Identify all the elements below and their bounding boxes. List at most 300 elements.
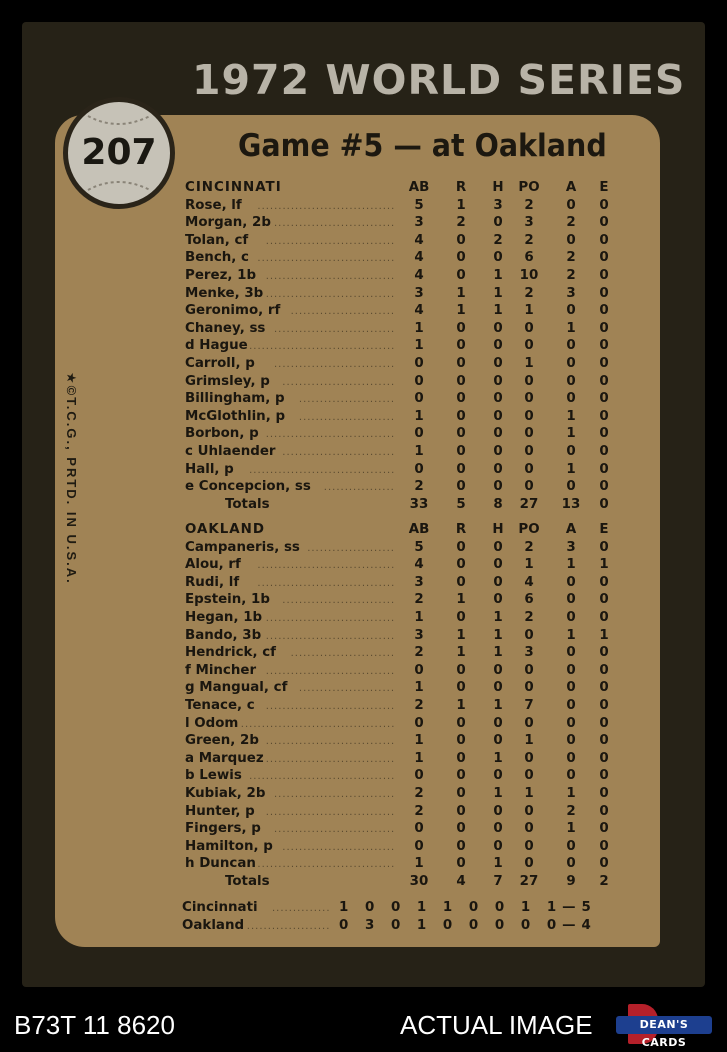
- cincinnati-player-row: [185, 215, 615, 233]
- stat-r: 0: [456, 574, 466, 590]
- stat-r: 0: [456, 733, 466, 749]
- copyright-text: ★©T.C.G., PRTD. IN U.S.A.: [64, 372, 79, 585]
- cincinnati-player-row: [185, 409, 615, 427]
- stat-e: 0: [599, 426, 609, 442]
- stat-a: 1: [566, 821, 576, 837]
- stat-a: 2: [566, 250, 576, 266]
- stat-a: 1: [566, 408, 576, 424]
- cincinnati-player-row: [185, 444, 615, 462]
- stat-ab: 2: [414, 479, 424, 495]
- oakland-player-row: [185, 680, 615, 698]
- player-name: h Duncan: [185, 856, 256, 872]
- leader-dots: ...............................: [265, 700, 396, 712]
- stat-h: 0: [493, 426, 503, 442]
- stat-po: 0: [524, 391, 534, 407]
- stat-ab: 3: [414, 574, 424, 590]
- stat-e: 0: [599, 250, 609, 266]
- stat-r: 1: [456, 645, 466, 661]
- stat-po: 0: [524, 680, 534, 696]
- stat-e: 0: [599, 697, 609, 713]
- leader-dots: ...................................: [249, 771, 396, 783]
- cincinnati-player-row: [185, 286, 615, 304]
- oakland-player-row: [185, 716, 615, 734]
- leader-dots: .................................: [257, 577, 396, 589]
- stat-a: 0: [566, 232, 576, 248]
- stat-a: 0: [566, 197, 576, 213]
- player-name: Hunter, p: [185, 803, 255, 819]
- stat-r: 0: [456, 338, 466, 354]
- leader-dots: .............................: [274, 358, 396, 370]
- linescore-row: [182, 918, 612, 936]
- cincinnati-player-row: [185, 374, 615, 392]
- stat-ab: 4: [414, 303, 424, 319]
- cincinnati-player-row: [185, 356, 615, 374]
- stat-h: 0: [493, 821, 503, 837]
- stat-e: 0: [599, 303, 609, 319]
- stat-a: 0: [566, 697, 576, 713]
- stat-ab: 1: [414, 856, 424, 872]
- oakland-player-row: [185, 856, 615, 874]
- linescore-innings: 0 3 0 1 0 0 0 0 0—4: [339, 918, 597, 933]
- stat-po: 0: [524, 627, 534, 643]
- leader-dots: ...................................: [249, 341, 396, 353]
- stat-r: 0: [456, 680, 466, 696]
- leader-dots: ...............................: [265, 235, 396, 247]
- stat-a: 0: [566, 733, 576, 749]
- stat-h: 0: [493, 715, 503, 731]
- cincinnati-team-header: CINCINNATI: [185, 180, 282, 195]
- oakland-player-row: [185, 610, 615, 628]
- stat-a: 2: [566, 803, 576, 819]
- stat-r: 1: [456, 197, 466, 213]
- player-name: l Odom: [185, 715, 239, 731]
- player-name: Epstein, 1b: [185, 592, 270, 608]
- stat-h: 7: [493, 873, 503, 889]
- oakland-player-row: [185, 786, 615, 804]
- cincinnati-box-score: [185, 180, 615, 514]
- stat-a: 0: [566, 662, 576, 678]
- stat-po: 3: [524, 645, 534, 661]
- player-name: Alou, rf: [185, 557, 241, 573]
- leader-dots: .......................: [298, 683, 396, 695]
- linescore-innings: 1 0 0 1 1 0 0 1 1—5: [339, 900, 597, 915]
- stat-ab: 1: [414, 408, 424, 424]
- leader-dots: ..............: [272, 903, 331, 914]
- baseball-icon: [63, 97, 175, 209]
- stat-h: 0: [493, 592, 503, 608]
- stat-r: 2: [456, 215, 466, 231]
- leader-dots: .........................: [290, 648, 396, 660]
- player-name: Chaney, ss: [185, 320, 266, 336]
- stat-r: 0: [456, 715, 466, 731]
- player-name: Hendrick, cf: [185, 645, 276, 661]
- stat-po: 2: [524, 539, 534, 555]
- cincinnati-player-row: [185, 321, 615, 339]
- stat-ab: 3: [414, 285, 424, 301]
- stat-ab: 0: [414, 821, 424, 837]
- player-name: e Concepcion, ss: [185, 479, 311, 495]
- stat-po: 27: [519, 873, 539, 889]
- stat-ab: 5: [414, 539, 424, 555]
- stat-h: H: [492, 180, 504, 195]
- player-name: Carroll, p: [185, 355, 255, 371]
- stat-ab: AB: [408, 522, 430, 537]
- stat-r: 0: [456, 662, 466, 678]
- cincinnati-player-row: [185, 479, 615, 497]
- player-name: Tolan, cf: [185, 232, 249, 248]
- leader-dots: ...............................: [265, 753, 396, 765]
- leader-dots: ...............................: [265, 429, 396, 441]
- stat-ab: 0: [414, 391, 424, 407]
- stat-a: 0: [566, 768, 576, 784]
- player-name: g Mangual, cf: [185, 680, 288, 696]
- stat-ab: 2: [414, 785, 424, 801]
- player-name: Fingers, p: [185, 821, 261, 837]
- cincinnati-player-row: [185, 391, 615, 409]
- oakland-player-row: [185, 768, 615, 786]
- leader-dots: ...............................: [265, 612, 396, 624]
- player-name: Rose, lf: [185, 197, 242, 213]
- stat-r: 0: [456, 232, 466, 248]
- stat-e: 2: [599, 873, 609, 889]
- stat-e: 0: [599, 821, 609, 837]
- stat-a: 0: [566, 838, 576, 854]
- stat-a: 0: [566, 391, 576, 407]
- stat-h: 1: [493, 627, 503, 643]
- cincinnati-player-row: [185, 462, 615, 480]
- stat-r: 1: [456, 627, 466, 643]
- stat-e: 0: [599, 750, 609, 766]
- stat-r: 0: [456, 320, 466, 336]
- player-name: c Uhlaender: [185, 443, 276, 459]
- stat-e: 0: [599, 715, 609, 731]
- leader-dots: .................: [323, 482, 395, 494]
- oakland-player-row: [185, 557, 615, 575]
- leader-dots: ...........................: [282, 595, 396, 607]
- oakland-box-score: [185, 522, 615, 891]
- stat-h: 8: [493, 496, 503, 512]
- stat-a: 0: [566, 355, 576, 371]
- stat-po: 6: [524, 592, 534, 608]
- leader-dots: .................................: [257, 200, 396, 212]
- leader-dots: ....................: [246, 921, 331, 932]
- game-title: Game #5 — at Oakland: [238, 128, 607, 164]
- stat-r: 0: [456, 785, 466, 801]
- stat-po: 1: [524, 733, 534, 749]
- player-name: Campaneris, ss: [185, 539, 300, 555]
- stat-e: 0: [599, 539, 609, 555]
- oakland-player-row: [185, 628, 615, 646]
- oakland-header-row: [185, 522, 615, 540]
- leader-dots: ...............................: [265, 270, 396, 282]
- stat-h: 0: [493, 215, 503, 231]
- stat-po: 4: [524, 574, 534, 590]
- stat-e: 0: [599, 785, 609, 801]
- stat-e: 1: [599, 557, 609, 573]
- leader-dots: ...................................: [249, 464, 396, 476]
- stat-h: 1: [493, 785, 503, 801]
- stat-a: 0: [566, 303, 576, 319]
- stat-po: 1: [524, 355, 534, 371]
- stat-ab: 0: [414, 838, 424, 854]
- oakland-player-row: [185, 751, 615, 769]
- player-name: Perez, 1b: [185, 267, 257, 283]
- player-name: a Marquez: [185, 750, 264, 766]
- oakland-player-row: [185, 821, 615, 839]
- stat-po: 0: [524, 338, 534, 354]
- cincinnati-player-row: [185, 268, 615, 286]
- stat-a: 1: [566, 320, 576, 336]
- stat-e: 0: [599, 338, 609, 354]
- stat-e: 1: [599, 627, 609, 643]
- player-name: Bench, c: [185, 250, 249, 266]
- stat-a: 0: [566, 373, 576, 389]
- stat-e: 0: [599, 645, 609, 661]
- player-name: Green, 2b: [185, 733, 259, 749]
- series-title: 1972 WORLD SERIES: [192, 56, 686, 104]
- stat-ab: 2: [414, 592, 424, 608]
- stat-e: 0: [599, 408, 609, 424]
- stat-po: 0: [524, 750, 534, 766]
- stat-a: 1: [566, 627, 576, 643]
- stat-po: 10: [519, 267, 539, 283]
- stat-a: 0: [566, 715, 576, 731]
- stat-ab: 2: [414, 645, 424, 661]
- cincinnati-totals-row: [185, 497, 615, 515]
- stat-h: 1: [493, 303, 503, 319]
- stat-ab: 4: [414, 267, 424, 283]
- player-name: Menke, 3b: [185, 285, 264, 301]
- stat-r: 0: [456, 750, 466, 766]
- stat-h: 0: [493, 733, 503, 749]
- stat-e: 0: [599, 197, 609, 213]
- cincinnati-player-row: [185, 198, 615, 216]
- stat-h: 1: [493, 750, 503, 766]
- stat-po: 0: [524, 373, 534, 389]
- stat-po: 1: [524, 303, 534, 319]
- stat-r: 0: [456, 267, 466, 283]
- stat-ab: 1: [414, 609, 424, 625]
- stat-r: 1: [456, 697, 466, 713]
- stat-e: E: [599, 180, 609, 195]
- player-name: McGlothlin, p: [185, 408, 286, 424]
- logo-text: DEAN'S CARDS: [616, 1016, 712, 1034]
- stat-r: 1: [456, 285, 466, 301]
- oakland-player-row: [185, 804, 615, 822]
- stat-ab: 2: [414, 803, 424, 819]
- cincinnati-header-row: [185, 180, 615, 198]
- stat-r: 0: [456, 373, 466, 389]
- oakland-player-row: [185, 663, 615, 681]
- player-name: Kubiak, 2b: [185, 785, 266, 801]
- stat-h: 0: [493, 391, 503, 407]
- stat-h: H: [492, 522, 504, 537]
- stat-r: 0: [456, 391, 466, 407]
- stat-h: 2: [493, 232, 503, 248]
- stat-h: 0: [493, 373, 503, 389]
- footer-inventory-code: B73T 11 8620: [14, 1010, 175, 1040]
- stat-po: 1: [524, 785, 534, 801]
- stat-ab: 0: [414, 461, 424, 477]
- stat-e: 0: [599, 479, 609, 495]
- stat-po: 0: [524, 479, 534, 495]
- leader-dots: .............................: [274, 323, 396, 335]
- stat-h: 0: [493, 461, 503, 477]
- stat-ab: 4: [414, 232, 424, 248]
- stat-e: 0: [599, 461, 609, 477]
- stat-h: 0: [493, 355, 503, 371]
- stat-e: 0: [599, 662, 609, 678]
- stat-e: 0: [599, 443, 609, 459]
- player-name: Billingham, p: [185, 391, 285, 407]
- player-name: Hegan, 1b: [185, 609, 263, 625]
- player-name: Grimsley, p: [185, 373, 270, 389]
- stat-po: 27: [519, 496, 539, 512]
- stat-h: 0: [493, 574, 503, 590]
- card-number: 207: [81, 132, 157, 173]
- leader-dots: ...............................: [265, 665, 396, 677]
- stat-po: 2: [524, 197, 534, 213]
- stat-r: 0: [456, 426, 466, 442]
- leader-dots: .....................................: [240, 718, 396, 730]
- player-name: Hamilton, p: [185, 838, 273, 854]
- stat-ab: 5: [414, 197, 424, 213]
- stat-a: A: [565, 522, 577, 537]
- stat-po: 0: [524, 443, 534, 459]
- stat-r: 0: [456, 443, 466, 459]
- stat-h: 0: [493, 539, 503, 555]
- stat-po: 0: [524, 715, 534, 731]
- stat-a: 0: [566, 574, 576, 590]
- stat-a: 2: [566, 215, 576, 231]
- stat-a: 0: [566, 856, 576, 872]
- oakland-player-row: [185, 839, 615, 857]
- stat-ab: 0: [414, 373, 424, 389]
- stat-r: 0: [456, 461, 466, 477]
- leader-dots: .........................: [290, 306, 396, 318]
- player-name: Hall, p: [185, 461, 234, 477]
- stat-po: 0: [524, 461, 534, 477]
- stat-ab: AB: [408, 180, 430, 195]
- player-name: b Lewis: [185, 768, 242, 784]
- stat-e: 0: [599, 733, 609, 749]
- leader-dots: .................................: [257, 560, 396, 572]
- stat-a: 3: [566, 285, 576, 301]
- stat-ab: 1: [414, 338, 424, 354]
- cincinnati-player-row: [185, 250, 615, 268]
- stat-po: 0: [524, 821, 534, 837]
- player-name: Bando, 3b: [185, 627, 262, 643]
- leader-dots: .......................: [298, 411, 396, 423]
- stat-r: 0: [456, 803, 466, 819]
- stat-e: 0: [599, 592, 609, 608]
- stat-ab: 1: [414, 750, 424, 766]
- stat-r: 0: [456, 408, 466, 424]
- stat-e: 0: [599, 768, 609, 784]
- player-name: d Hague: [185, 338, 248, 354]
- leader-dots: ...............................: [265, 630, 396, 642]
- stat-h: 0: [493, 338, 503, 354]
- linescore-team: Cincinnati: [182, 900, 258, 915]
- linescore-row: [182, 900, 612, 918]
- stat-h: 0: [493, 838, 503, 854]
- stat-ab: 3: [414, 627, 424, 643]
- stat-po: 0: [524, 838, 534, 854]
- stat-ab: 1: [414, 443, 424, 459]
- stat-r: R: [455, 522, 467, 537]
- stat-po: PO: [518, 522, 540, 537]
- leader-dots: .................................: [257, 859, 396, 871]
- player-name: Rudi, lf: [185, 574, 240, 590]
- deans-cards-logo: [614, 1004, 714, 1049]
- stat-h: 0: [493, 320, 503, 336]
- player-name: f Mincher: [185, 662, 257, 678]
- leader-dots: ...........................: [282, 446, 396, 458]
- oakland-player-row: [185, 575, 615, 593]
- stat-r: 0: [456, 838, 466, 854]
- stat-a: 0: [566, 645, 576, 661]
- stat-ab: 1: [414, 680, 424, 696]
- stat-e: E: [599, 522, 609, 537]
- stat-po: PO: [518, 180, 540, 195]
- stat-r: 5: [456, 496, 466, 512]
- stat-ab: 0: [414, 662, 424, 678]
- stat-ab: 33: [409, 496, 429, 512]
- stat-h: 0: [493, 680, 503, 696]
- stat-e: 0: [599, 320, 609, 336]
- stat-po: 0: [524, 408, 534, 424]
- stat-r: 0: [456, 355, 466, 371]
- stat-a: 0: [566, 750, 576, 766]
- stat-a: 9: [566, 873, 576, 889]
- stat-e: 0: [599, 285, 609, 301]
- leader-dots: .............................: [274, 788, 396, 800]
- oakland-totals-label: Totals: [225, 873, 270, 889]
- stat-r: 0: [456, 250, 466, 266]
- stat-e: 0: [599, 496, 609, 512]
- stat-h: 0: [493, 662, 503, 678]
- stat-po: 0: [524, 856, 534, 872]
- player-name: Tenace, c: [185, 697, 255, 713]
- stat-r: 0: [456, 821, 466, 837]
- stat-r: 0: [456, 539, 466, 555]
- stat-a: 1: [566, 557, 576, 573]
- leader-dots: .............................: [274, 824, 396, 836]
- stat-po: 0: [524, 426, 534, 442]
- stat-e: 0: [599, 856, 609, 872]
- footer-actual-image: ACTUAL IMAGE: [400, 1010, 593, 1040]
- oakland-player-row: [185, 698, 615, 716]
- stat-h: 0: [493, 768, 503, 784]
- leader-dots: ...........................: [282, 841, 396, 853]
- stat-ab: 1: [414, 320, 424, 336]
- player-name: Borbon, p: [185, 426, 259, 442]
- stat-h: 1: [493, 609, 503, 625]
- stat-r: R: [455, 180, 467, 195]
- stat-h: 0: [493, 408, 503, 424]
- stat-e: 0: [599, 373, 609, 389]
- stat-r: 1: [456, 303, 466, 319]
- cincinnati-player-row: [185, 426, 615, 444]
- cincinnati-player-row: [185, 233, 615, 251]
- stat-a: 1: [566, 426, 576, 442]
- oakland-player-row: [185, 645, 615, 663]
- leader-dots: .......................: [298, 394, 396, 406]
- stat-po: 7: [524, 697, 534, 713]
- stat-r: 0: [456, 856, 466, 872]
- stat-po: 1: [524, 557, 534, 573]
- stat-r: 0: [456, 768, 466, 784]
